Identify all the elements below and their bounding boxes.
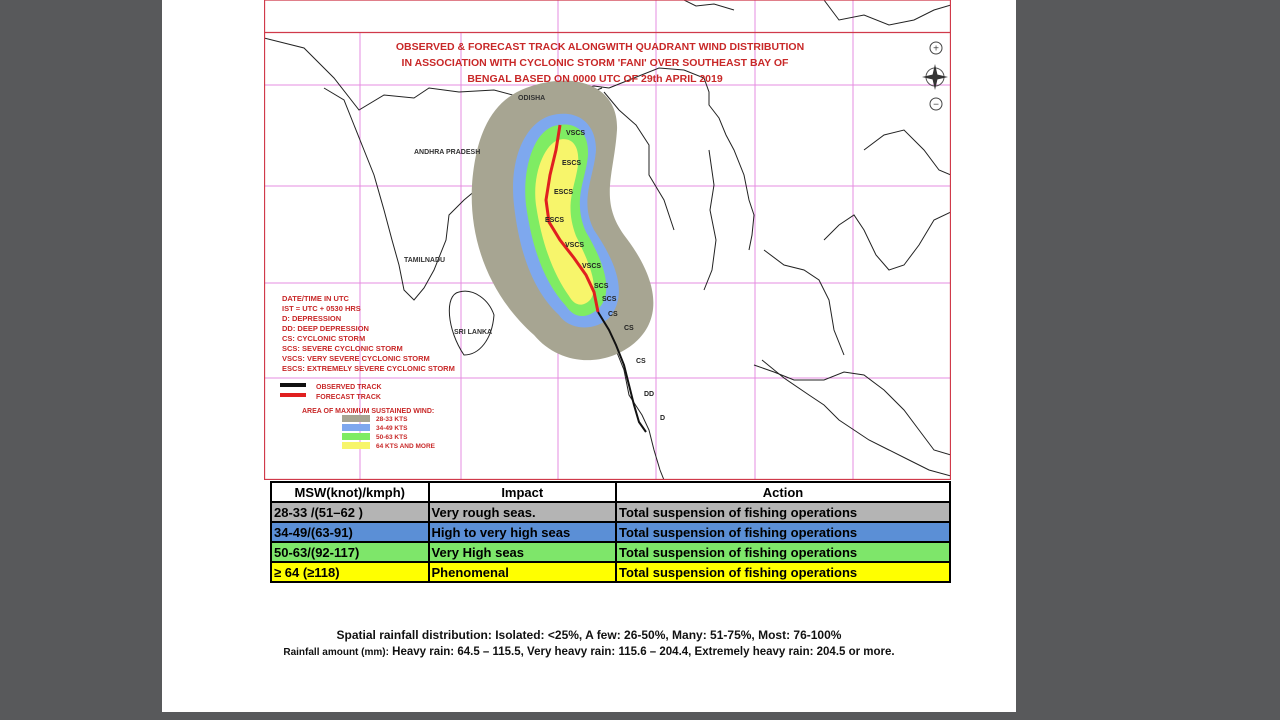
table-row [271, 562, 950, 582]
svg-text:OBSERVED TRACK: OBSERVED TRACK [316, 384, 382, 391]
svg-text:CS: CS [624, 325, 634, 332]
svg-text:SCS: SCS [602, 296, 617, 303]
svg-text:OBSERVED & FORECAST TRACK ALON: OBSERVED & FORECAST TRACK ALONGWITH QUADRANT WIND DISTRIBUTION [395, 41, 805, 53]
svg-text:VSCS: VERY SEVERE CYCLONIC STO: VSCS: VERY SEVERE CYCLONIC STORM [282, 354, 430, 363]
table-row [271, 522, 950, 542]
rainfall-amount-text: Heavy rain: 64.5 – 115.5, Very heavy rain: 115.6 – 204.4, Extremely heavy rain: 204.5 or more. [388, 646, 895, 658]
cell-msw: 34-49/(63-91) [271, 522, 429, 542]
cell-action: Total suspension of fishing operations [616, 502, 950, 522]
svg-text:−: − [933, 99, 939, 111]
svg-text:+: + [933, 43, 939, 55]
cell-impact: Very High seas [429, 542, 617, 562]
svg-text:ESCS: ESCS [545, 217, 565, 224]
rainfall-amount-note [162, 646, 1016, 658]
svg-text:D: DEPRESSION: D: DEPRESSION [282, 314, 342, 323]
svg-text:DD: DD [644, 391, 655, 398]
cell-action: Total suspension of fishing operations [616, 522, 950, 542]
svg-text:SCS: SCS [594, 283, 609, 290]
svg-text:ANDHRA PRADESH: ANDHRA PRADESH [414, 149, 481, 156]
svg-text:64 KTS AND MORE: 64 KTS AND MORE [376, 443, 435, 450]
header-impact: Impact [429, 482, 617, 502]
rainfall-distribution-note: Spatial rainfall distribution: Isolated: <25%, A few: 26-50%, Many: 51-75%, Most: 76-100% [336, 628, 842, 642]
svg-text:28-33 KTS: 28-33 KTS [376, 416, 408, 423]
cyclone-track-map [264, 0, 951, 480]
svg-text:AREA OF MAXIMUM SUSTAINED WIND: AREA OF MAXIMUM SUSTAINED WIND: [302, 408, 435, 415]
svg-text:50-63 KTS: 50-63 KTS [376, 434, 408, 441]
svg-text:BENGAL BASED ON 0000 UTC OF 29: BENGAL BASED ON 0000 UTC OF 29th APRIL 2019 [467, 73, 723, 85]
cell-action: Total suspension of fishing operations [616, 562, 950, 582]
svg-text:CS: CYCLONIC STORM: CS: CYCLONIC STORM [282, 334, 366, 343]
svg-text:IN ASSOCIATION WITH CYCLONIC S: IN ASSOCIATION WITH CYCLONIC STORM 'FANI' OVER SOUTHEAST BAY OF [401, 57, 789, 69]
table-header-row [271, 482, 950, 502]
cell-msw: 50-63/(92-117) [271, 542, 429, 562]
cell-impact: Phenomenal [429, 562, 617, 582]
svg-text:FORECAST TRACK: FORECAST TRACK [316, 394, 381, 401]
zoom-in-button[interactable] [930, 42, 942, 55]
impact-action-table [270, 481, 951, 583]
svg-text:VSCS: VSCS [582, 263, 602, 270]
svg-text:TAMILNADU: TAMILNADU [404, 257, 446, 264]
svg-text:CS: CS [636, 358, 646, 365]
svg-text:VSCS: VSCS [566, 130, 586, 137]
cell-impact: High to very high seas [429, 522, 617, 542]
svg-text:ESCS: EXTREMELY SEVERE CYCLONI: ESCS: EXTREMELY SEVERE CYCLONIC STORM [282, 364, 455, 373]
header-action: Action [616, 482, 950, 502]
svg-text:ODISHA: ODISHA [518, 95, 546, 102]
svg-text:DATE/TIME IN UTC: DATE/TIME IN UTC [282, 294, 349, 303]
cell-action: Total suspension of fishing operations [616, 542, 950, 562]
table-row [271, 502, 950, 522]
svg-text:DD: DEEP DEPRESSION: DD: DEEP DEPRESSION [282, 324, 369, 333]
cell-impact: Very rough seas. [429, 502, 617, 522]
rainfall-amount-label: Rainfall amount (mm): [283, 647, 389, 658]
svg-text:CS: CS [608, 311, 618, 318]
header-msw: MSW(knot)/kmph) [271, 482, 429, 502]
svg-text:ESCS: ESCS [554, 189, 574, 196]
svg-text:D: D [660, 415, 666, 422]
svg-text:34-49 KTS: 34-49 KTS [376, 425, 408, 432]
svg-text:VSCS: VSCS [565, 242, 585, 249]
zoom-out-button[interactable] [930, 98, 942, 111]
svg-text:ESCS: ESCS [562, 160, 582, 167]
svg-text:SRI LANKA: SRI LANKA [454, 329, 493, 336]
table-row [271, 542, 950, 562]
cell-msw: 28-33 /(51–62 ) [271, 502, 429, 522]
svg-text:SCS: SEVERE CYCLONIC STORM: SCS: SEVERE CYCLONIC STORM [282, 344, 403, 353]
svg-text:IST = UTC + 0530 HRS: IST = UTC + 0530 HRS [282, 304, 361, 313]
cell-msw: ≥ 64 (≥118) [271, 562, 429, 582]
